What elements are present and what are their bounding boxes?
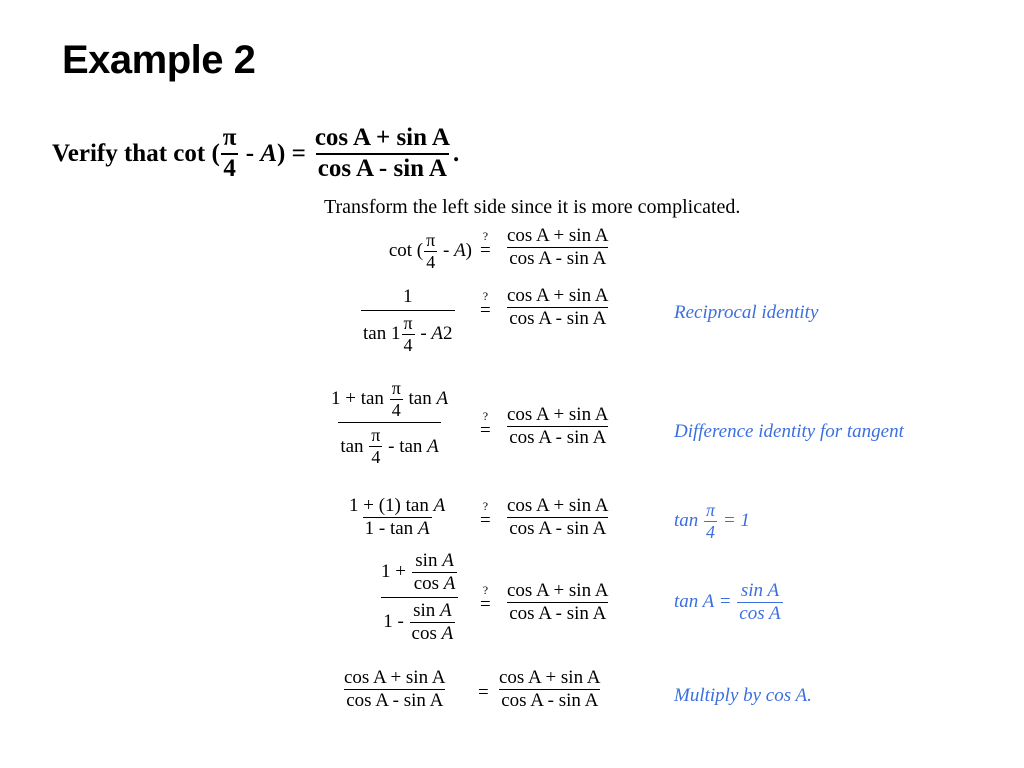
variable-a: A: [454, 240, 466, 262]
step6-equals: =: [478, 682, 489, 703]
variable-a: A: [443, 572, 456, 594]
step4-equals: [480, 500, 491, 532]
minus-tan: - tan: [383, 435, 428, 457]
problem-prefix: Verify that cot (: [52, 139, 220, 167]
rhs-fraction: [505, 580, 611, 625]
tan-label: tan: [340, 435, 369, 457]
minus-sign: -: [415, 323, 432, 345]
rhs-fraction: [505, 495, 611, 540]
pi-over-4-fraction: [390, 378, 403, 420]
rhs-denominator: cos A - sin A: [509, 517, 607, 539]
rhs-denominator: cos A - sin A: [317, 154, 447, 182]
question-mark: ?: [482, 229, 489, 243]
rhs-numerator: cos A + sin A: [507, 285, 609, 306]
diff-numerator: [329, 378, 450, 422]
pi-over-4-fraction: [369, 425, 382, 467]
pi-symbol: π: [706, 500, 716, 520]
rhs-numerator: cos A + sin A: [507, 495, 609, 516]
step4-denominator: [363, 517, 432, 540]
note-reciprocal: Reciprocal identity: [674, 302, 819, 323]
step2-equals: [480, 290, 491, 322]
inner-sin: [413, 550, 456, 572]
period: .: [452, 139, 460, 167]
step4-numerator: [347, 495, 447, 517]
step5-rhs: [504, 580, 612, 625]
step6-rhs: [496, 667, 604, 712]
close-equals: ) =: [277, 139, 306, 167]
note-tan-identity: [674, 580, 784, 625]
step1-lhs: [340, 230, 472, 272]
rhs-denominator: cos A - sin A: [501, 689, 599, 711]
rhs-fraction: [505, 285, 611, 330]
note-difference-identity: Difference identity for tangent: [674, 421, 904, 442]
rhs-denominator: cos A - sin A: [509, 602, 607, 624]
cot-label: cot (: [388, 240, 424, 262]
final-lhs-fraction: [342, 667, 448, 712]
rhs-fraction: [505, 404, 611, 449]
tan-denominator: [361, 310, 455, 355]
step5-lhs: [378, 550, 461, 644]
variable-a: A: [427, 435, 439, 457]
one-minus-tan: 1 - tan: [364, 517, 418, 539]
equals-sign: =: [480, 510, 491, 531]
rhs-numerator: cos A + sin A: [499, 667, 601, 688]
rhs-numerator: cos A + sin A: [344, 667, 446, 688]
denominator-4: 4: [426, 251, 436, 272]
difference-fraction: [329, 378, 450, 468]
step3-equals: [480, 410, 491, 442]
pi-symbol: π: [222, 124, 237, 151]
sin-over-cos-fraction: [410, 600, 456, 645]
rhs-denominator: cos A - sin A: [509, 247, 607, 269]
step3-lhs: [328, 378, 451, 468]
step2-rhs: [504, 285, 612, 330]
rhs-numerator: cos A + sin A: [507, 404, 609, 425]
sin-over-cos-fraction: [412, 550, 458, 595]
note-pi-over-4: [704, 500, 717, 542]
simplified-fraction: [347, 495, 447, 540]
note-sin: sin A: [740, 580, 780, 601]
one-plus-one-tan: 1 + (1) tan: [349, 495, 434, 516]
variable-a: A: [417, 517, 430, 539]
note-multiply: Multiply by cos A.: [674, 685, 812, 706]
minus-sign: -: [438, 240, 455, 262]
cos-label: cos: [413, 572, 444, 594]
sin-label: sin: [415, 550, 443, 571]
question-mark: ?: [482, 499, 489, 513]
variable-a: A: [433, 495, 446, 516]
variable-a: A: [441, 622, 454, 644]
rhs-numerator: cos A + sin A: [314, 124, 450, 151]
complex-fraction: [379, 550, 460, 644]
variable-a: A: [260, 139, 277, 167]
complex-denominator: [381, 597, 458, 645]
denominator-4: 4: [371, 447, 381, 468]
question-mark: ?: [482, 583, 489, 597]
pi-symbol: π: [391, 378, 401, 398]
rhs-denominator: cos A - sin A: [346, 689, 444, 711]
intro-text: Transform the left side since it is more complicated.: [324, 196, 741, 218]
question-mark: ?: [482, 409, 489, 423]
rhs-numerator: cos A + sin A: [507, 580, 609, 601]
step5-equals: [480, 584, 491, 616]
equals-sign: =: [480, 420, 491, 441]
sin-label: sin: [413, 599, 441, 621]
equals-sign: =: [480, 240, 491, 261]
equals-sign: =: [480, 300, 491, 321]
note-equals-one: = 1: [718, 510, 750, 532]
step4-rhs: [504, 495, 612, 540]
inner-cos: [410, 622, 456, 645]
pi-symbol: π: [403, 312, 413, 333]
one-plus: 1 +: [381, 561, 411, 583]
rhs-numerator: cos A + sin A: [507, 225, 609, 246]
variable-a: A: [440, 599, 452, 621]
pi-over-4-fraction: [221, 124, 239, 184]
pi-symbol: π: [371, 425, 381, 446]
step1-rhs: [504, 225, 612, 270]
inner-cos: [412, 572, 458, 595]
pi-symbol: π: [426, 230, 436, 250]
problem-statement: [52, 124, 459, 184]
problem-rhs-fraction: [313, 124, 452, 184]
close-paren: ): [465, 240, 472, 262]
note-cos: cos A: [739, 602, 781, 624]
page-title: Example 2: [62, 38, 256, 82]
variable-a: A: [431, 323, 443, 345]
step3-rhs: [504, 404, 612, 449]
variable-a: A: [442, 550, 454, 571]
numerator-1: 1: [403, 286, 413, 307]
minus-sign: -: [239, 139, 261, 167]
rhs-denominator: cos A - sin A: [509, 307, 607, 329]
diff-denominator: [338, 422, 440, 467]
note-tan-pi-over-4: [674, 500, 750, 542]
denominator-4: 4: [391, 399, 401, 420]
pi-over-4-fraction: [424, 230, 437, 272]
one-minus: 1 -: [383, 611, 409, 633]
variable-a: A: [436, 388, 449, 410]
inner-sin: [411, 600, 454, 622]
complex-numerator: [379, 550, 460, 597]
one-plus-tan: 1 + tan: [331, 388, 389, 410]
trailing-2: 2: [443, 323, 453, 345]
reciprocal-fraction: [361, 286, 455, 355]
rhs-fraction: [505, 225, 611, 270]
tan-label: tan 1: [363, 323, 401, 345]
question-mark: ?: [482, 289, 489, 303]
denominator-4: 4: [223, 154, 236, 182]
step2-lhs: [360, 286, 456, 355]
pi-over-4-fraction: [401, 313, 414, 355]
denominator-4: 4: [403, 334, 413, 355]
note-tan-equals: tan A =: [674, 591, 737, 613]
note-sin-over-cos: [737, 580, 782, 625]
final-rhs-fraction: [497, 667, 603, 712]
rhs-denominator: cos A - sin A: [509, 426, 607, 448]
tan-label: tan: [403, 388, 437, 410]
step6-lhs: [341, 667, 449, 712]
note-tan-label: tan: [674, 510, 704, 532]
denominator-4: 4: [706, 521, 716, 542]
cos-label: cos: [411, 622, 442, 644]
step4-lhs: [346, 495, 448, 540]
equals-sign: =: [480, 594, 491, 615]
step1-equals: [480, 230, 491, 262]
